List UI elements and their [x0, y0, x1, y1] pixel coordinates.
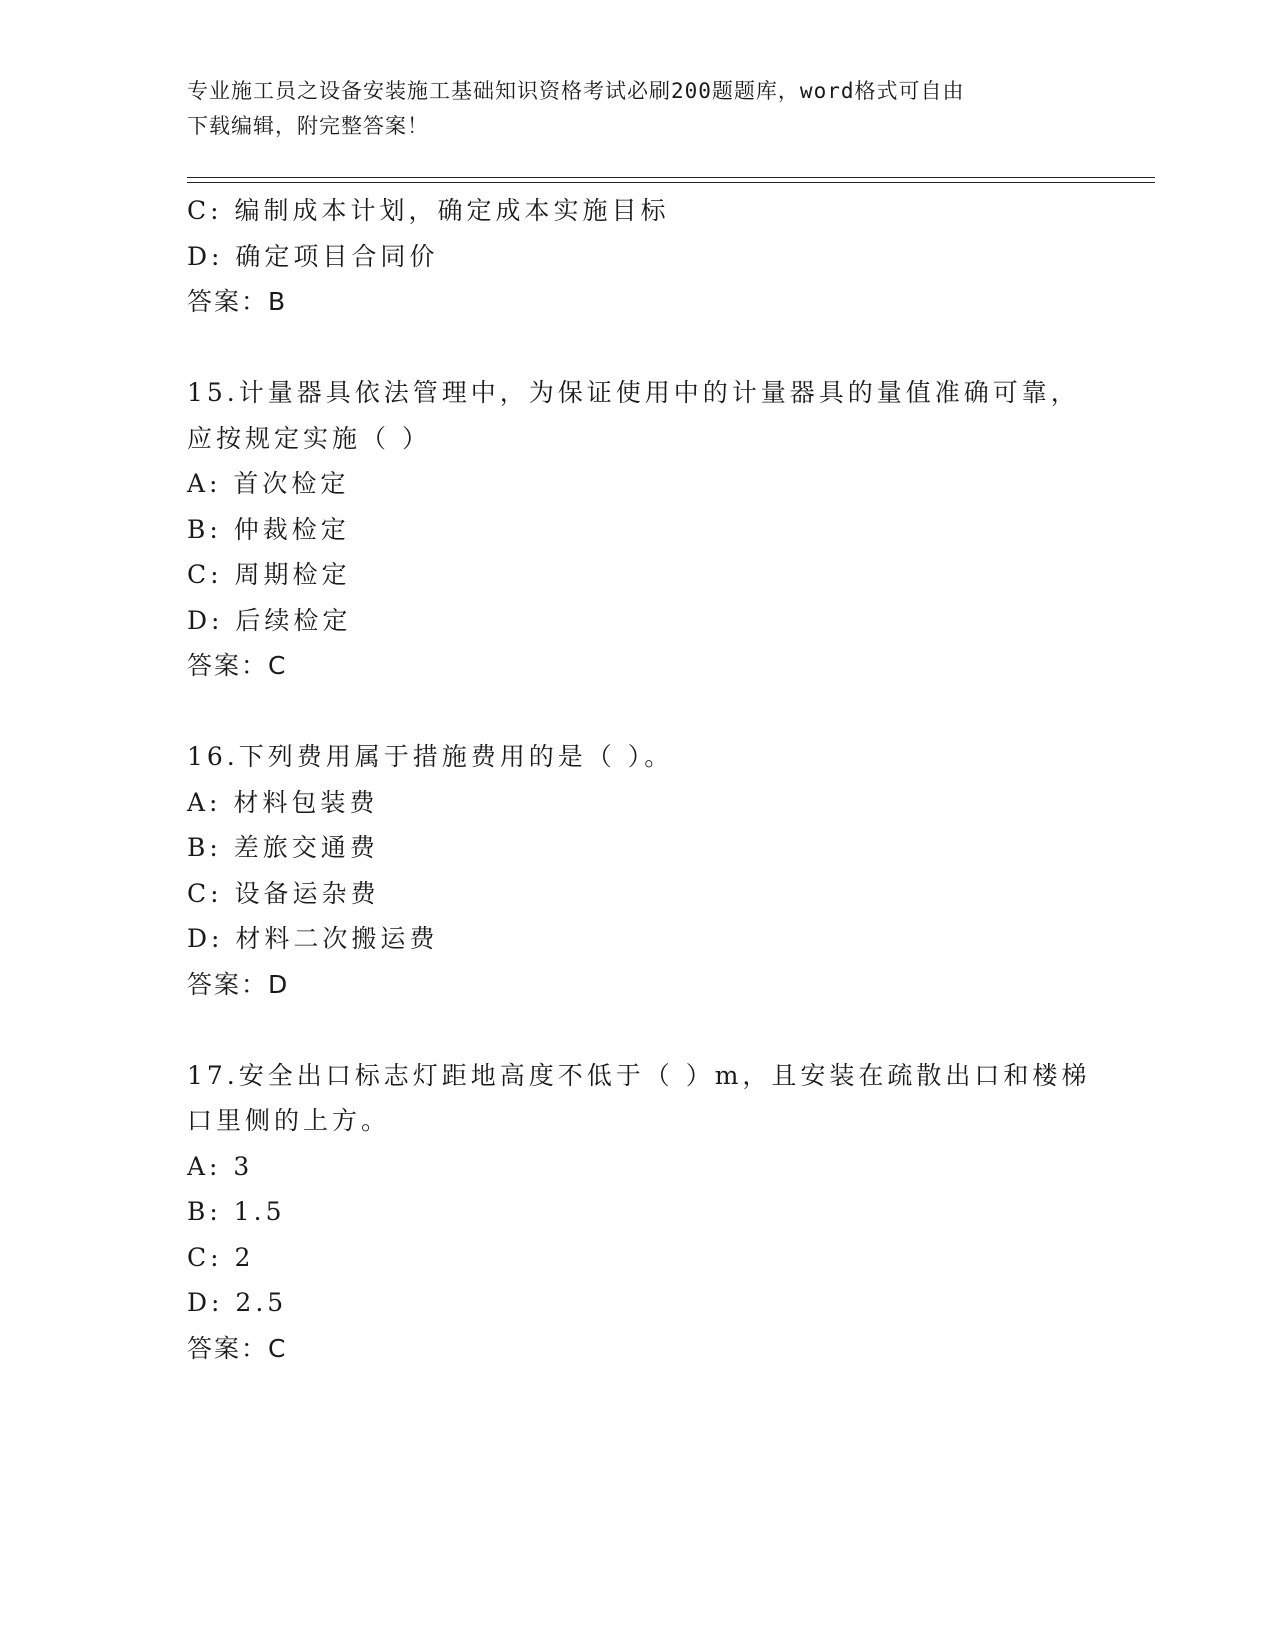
q15-option-c: C: 周期检定	[187, 560, 351, 589]
header-line-2: 下载编辑，附完整答案！	[187, 114, 429, 138]
q16-option-d: D: 材料二次搬运费	[187, 924, 439, 953]
prev-option-d: D: 确定项目合同价	[187, 241, 439, 271]
q17-option-b: B: 1.5	[187, 1197, 286, 1226]
header-divider-bottom	[187, 182, 1155, 183]
q17-line1: 17.安全出口标志灯距地高度不低于（ ）m，且安装在疏散出口和楼梯	[187, 1060, 1091, 1090]
q15-option-a: A: 首次检定	[187, 469, 350, 498]
q16-option-a: A: 材料包装费	[187, 787, 379, 817]
q17-answer: 答案：C	[187, 1333, 288, 1363]
q15-option-d: D: 后续检定	[187, 605, 352, 635]
spacer	[187, 1007, 1155, 1053]
q15-line1: 15.计量器具依法管理中，为保证使用中的计量器具的量值准确可靠，	[187, 378, 1080, 407]
q17-line2: 口里侧的上方。	[187, 1106, 391, 1135]
q17-option-a: A: 3	[187, 1151, 254, 1181]
question-list	[187, 188, 1155, 1371]
spacer	[187, 689, 1155, 735]
q15-option-b: B: 仲裁检定	[187, 514, 350, 544]
q16-answer: 答案：D	[187, 969, 290, 999]
header-line-1: 专业施工员之设备安装施工基础知识资格考试必刷200题题库，word格式可自由	[187, 79, 965, 103]
header-divider-top	[187, 177, 1155, 178]
document-header	[187, 74, 1067, 144]
spacer	[187, 325, 1155, 371]
q16-option-b: B: 差旅交通费	[187, 833, 379, 862]
q15-answer: 答案：C	[187, 651, 288, 680]
prev-answer: 答案：B	[187, 287, 288, 316]
q15-line2: 应按规定实施（ ）	[187, 423, 431, 453]
q17-option-d: D: 2.5	[187, 1288, 288, 1317]
prev-option-c: C: 编制成本计划，确定成本实施目标	[187, 196, 670, 225]
q17-option-c: C: 2	[187, 1242, 255, 1272]
q16-line1: 16.下列费用属于措施费用的是（ ）。	[187, 742, 674, 771]
q16-option-c: C: 设备运杂费	[187, 878, 380, 908]
